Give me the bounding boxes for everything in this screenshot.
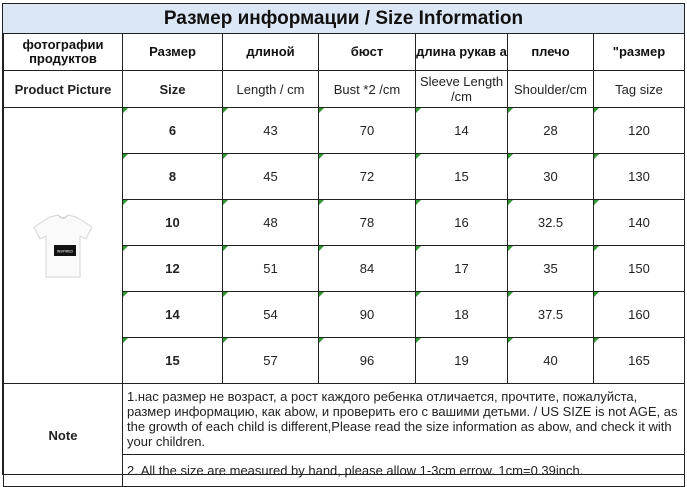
header-sleeve-en: Sleeve Length /cm [416,71,508,108]
header-photo-ru: фотографии продуктов [4,34,123,71]
product-picture-cell [4,108,123,384]
cell-bust: 90 [319,292,416,338]
cell-size: 12 [123,246,223,292]
header-photo-en: Product Picture [4,71,123,108]
cell-shoulder: 28 [508,108,594,154]
cell-sleeve: 18 [416,292,508,338]
tshirt-image [28,211,98,281]
cell-bust: 72 [319,154,416,200]
cell-shoulder: 32.5 [508,200,594,246]
cell-length: 51 [223,246,319,292]
cell-length: 43 [223,108,319,154]
cell-tag: 165 [594,338,685,384]
note-text-2: 2. All the size are measured by hand, please allow 1-3cm errow. 1cm=0.39inch. [123,455,685,487]
cell-sleeve: 17 [416,246,508,292]
shirt-print-text: INSPIRED [56,249,74,253]
cell-tag: 150 [594,246,685,292]
cell-length: 57 [223,338,319,384]
chart-title: Размер информации / Size Information [3,4,684,34]
cell-sleeve: 16 [416,200,508,246]
cell-bust: 70 [319,108,416,154]
note-row-1 [4,384,685,455]
note-label: Note [4,384,123,487]
table-row [4,108,685,154]
cell-length: 54 [223,292,319,338]
header-bust-en: Bust *2 /cm [319,71,416,108]
cell-size: 6 [123,108,223,154]
cell-shoulder: 35 [508,246,594,292]
cell-sleeve: 14 [416,108,508,154]
cell-shoulder: 40 [508,338,594,384]
cell-length: 45 [223,154,319,200]
cell-sleeve: 19 [416,338,508,384]
size-table [3,33,685,487]
cell-size: 10 [123,200,223,246]
header-tag-en: Tag size [594,71,685,108]
header-sleeve-ru: длина рукав а [416,34,508,71]
cell-shoulder: 30 [508,154,594,200]
header-tag-ru: "размер [594,34,685,71]
cell-size: 8 [123,154,223,200]
cell-bust: 84 [319,246,416,292]
cell-bust: 96 [319,338,416,384]
header-row-russian [4,34,685,71]
header-bust-ru: бюст [319,34,416,71]
header-length-en: Length / cm [223,71,319,108]
cell-shoulder: 37.5 [508,292,594,338]
size-chart [2,3,685,478]
header-shoulder-ru: плечо [508,34,594,71]
cell-length: 48 [223,200,319,246]
header-row-english [4,71,685,108]
cell-sleeve: 15 [416,154,508,200]
cell-bust: 78 [319,200,416,246]
note-text-1: 1.нас размер не возраст, а рост каждого ребенка отличается, прочтите, пожалуйста, размер информацию, как abow, и проверить его с вашими детьми. / US SIZE is not AGE, as the growth of each child is different,Please read the size information as abow, and check it with your children. [123,384,685,455]
cell-size: 14 [123,292,223,338]
cell-tag: 120 [594,108,685,154]
header-size-ru: Размер [123,34,223,71]
header-shoulder-en: Shoulder/cm [508,71,594,108]
header-size-en: Size [123,71,223,108]
header-length-ru: длиной [223,34,319,71]
cell-tag: 160 [594,292,685,338]
cell-tag: 140 [594,200,685,246]
cell-tag: 130 [594,154,685,200]
cell-size: 15 [123,338,223,384]
